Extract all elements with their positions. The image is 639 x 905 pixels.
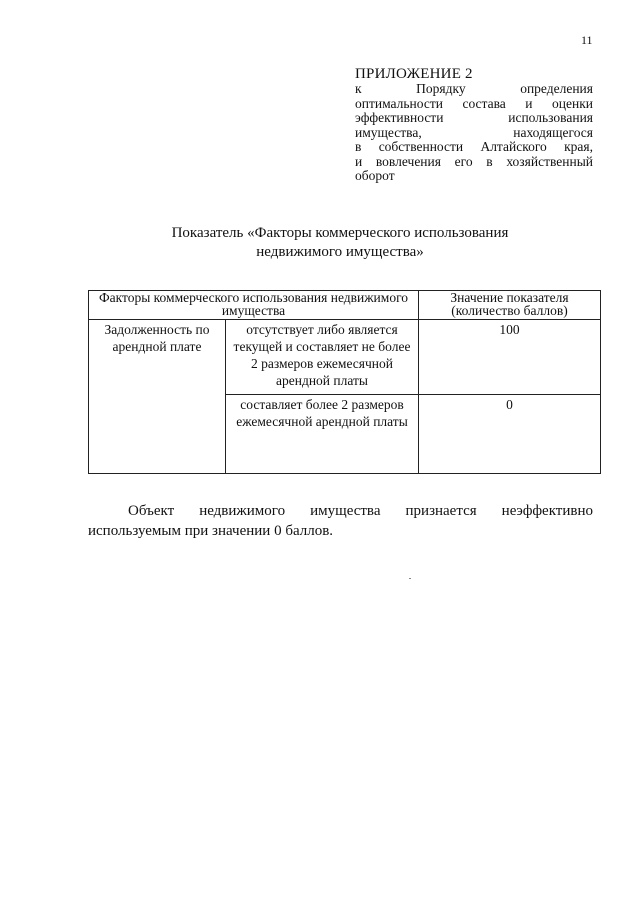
factors-table (88, 290, 601, 474)
condition-cell: отсутствует либо является текущей и составляет не более 2 размеров ежемесячной арендной платы (226, 320, 419, 395)
score-cell: 100 (419, 320, 601, 395)
document-title (90, 224, 590, 262)
appendix-line: и вовлечения его в хозяйственный (355, 153, 593, 169)
scan-speck (409, 578, 411, 579)
appendix-line: в собственности Алтайского края, (355, 139, 593, 154)
document-title-line: недвижимого имущества» (256, 244, 424, 260)
condition-cell: составляет более 2 размеров ежемесячной арендной платы (226, 395, 419, 474)
header-factors: Факторы коммерческого использования недвижимого имущества (89, 291, 419, 320)
page-number: 11 (581, 33, 593, 47)
appendix-line: эффективности использования (355, 110, 593, 125)
document-title-line: Показатель «Факторы коммерческого использования (171, 225, 509, 241)
appendix-title: ПРИЛОЖЕНИЕ 2 (355, 66, 473, 82)
factor-name-cell: Задолженность по арендной плате (89, 320, 226, 474)
appendix-line: оптимальности состава и оценки (355, 95, 593, 111)
appendix-line: к Порядку определения (355, 81, 593, 96)
table-header-row (89, 291, 601, 320)
appendix-line: оборот (355, 168, 395, 183)
closing-line: используемым при значении 0 баллов. (88, 523, 334, 539)
appendix-line: имущества, находящегося (355, 124, 593, 140)
appendix-header (355, 66, 593, 184)
table-row (89, 320, 601, 395)
closing-paragraph (88, 501, 593, 541)
score-cell: 0 (419, 395, 601, 474)
closing-line: Объект недвижимого имущества признается неэффективно (128, 503, 593, 519)
header-value: Значение показателя (количество баллов) (419, 291, 601, 320)
